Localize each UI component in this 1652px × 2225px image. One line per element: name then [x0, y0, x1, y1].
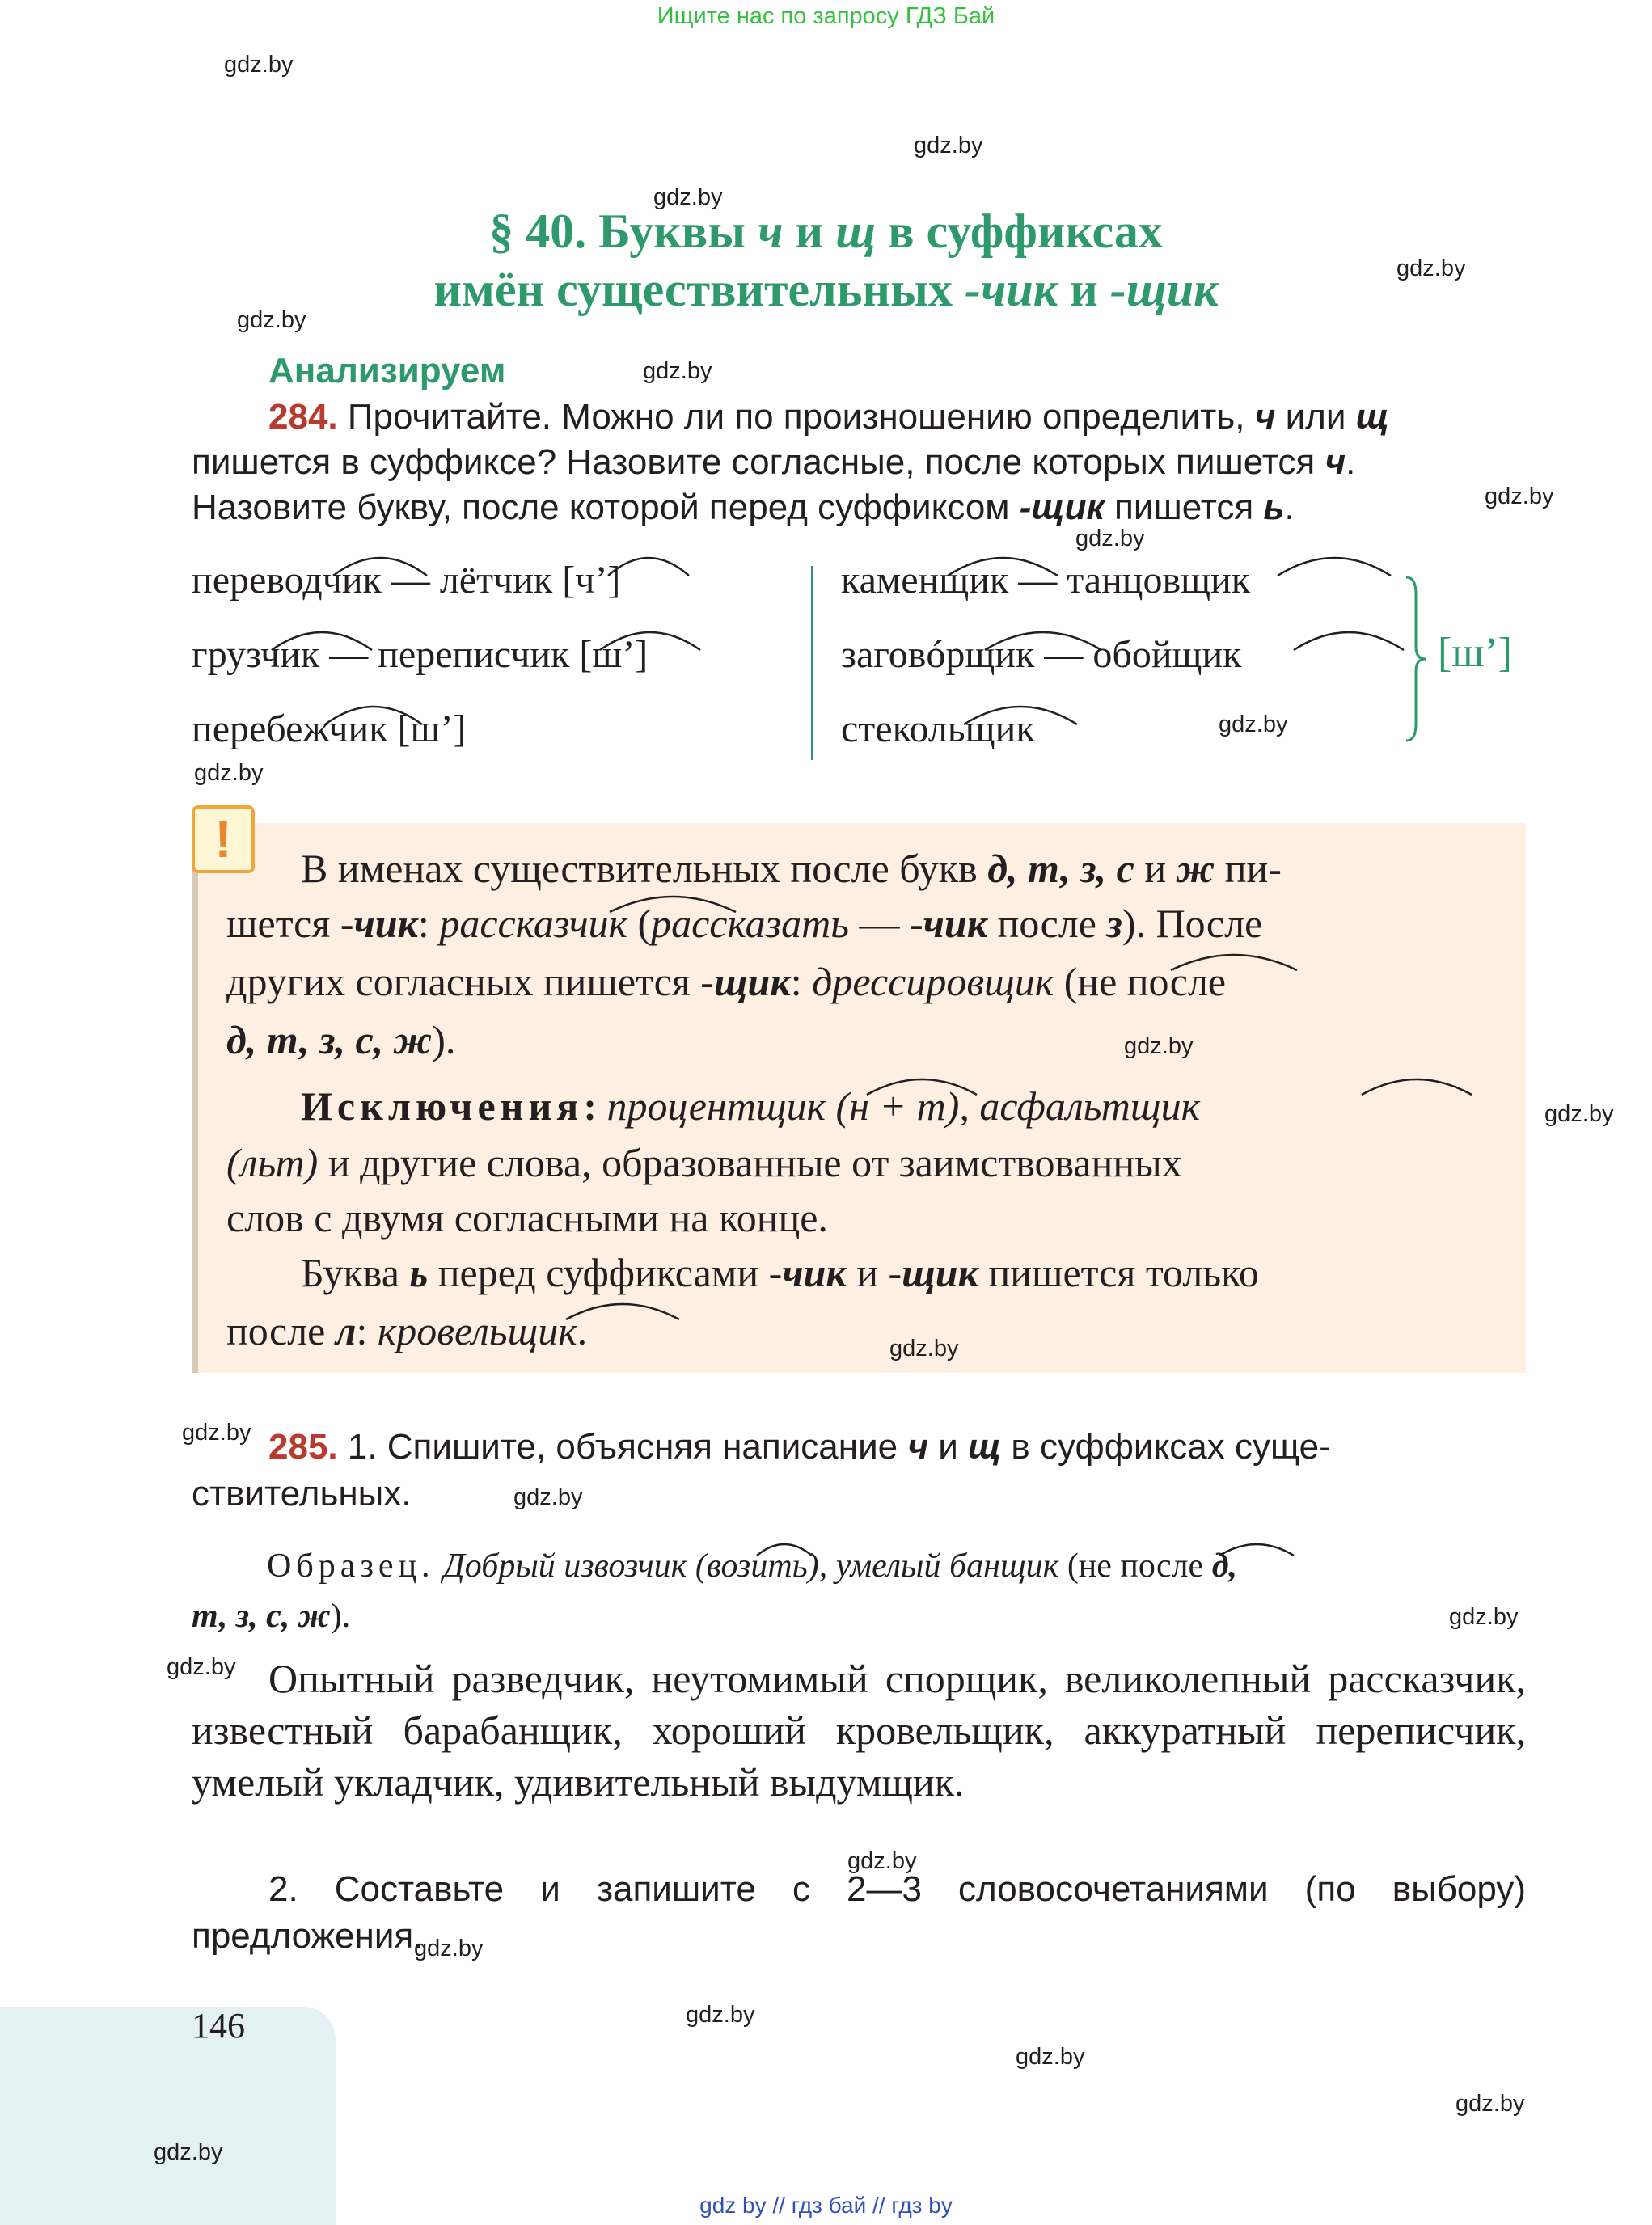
example-left-3: перебежчик [ш’] [192, 707, 467, 750]
watermark: gdz.by [224, 52, 294, 78]
exercise-284-line1: 284. Прочитайте. Можно ли по произношению определить, ч или щ [268, 397, 1389, 437]
watermark: gdz.by [1016, 2044, 1085, 2070]
top-banner: Ищите нас по запросу ГДЗ Бай [657, 3, 995, 29]
sample-line1: Образец. Добрый извозчик (возить), умелый банщик (не после д, [267, 1547, 1238, 1585]
watermark: gdz.by [1124, 1033, 1194, 1059]
footer-links: gdz by // гдз бай // гдз by [699, 2193, 953, 2218]
watermark: gdz.by [1544, 1101, 1614, 1127]
paragraph-title-line1: § 40. Буквы ч и щ в суффиксах [489, 205, 1163, 258]
rule-line-2: шется -чик: рассказчик (рассказать — -чик после з). После [226, 901, 1263, 946]
watermark: gdz.by [1449, 1604, 1519, 1630]
watermark: gdz.by [1075, 526, 1145, 551]
exercise-285-line2: ствительных. [192, 1474, 412, 1514]
watermark: gdz.by [653, 184, 723, 210]
exercise-284-line2: пишется в суффиксе? Назовите согласные, после которых пишется ч. [192, 442, 1356, 482]
curly-brace-icon [1403, 574, 1427, 744]
watermark: gdz.by [643, 358, 712, 384]
watermark: gdz.by [154, 2139, 223, 2165]
column-divider [811, 566, 813, 760]
rule-line-9: после л: кровельщик. [226, 1308, 588, 1353]
watermark: gdz.by [1485, 483, 1554, 509]
watermark: gdz.by [1219, 711, 1288, 737]
example-left-2: грузчик — переписчик [ш’] [192, 633, 649, 676]
example-right-3: стекольщик [841, 707, 1035, 750]
sound-transcription: [ш’] [1438, 630, 1512, 676]
watermark: gdz.by [914, 133, 983, 158]
exclamation-icon: ! [192, 805, 255, 873]
watermark: gdz.by [513, 1484, 583, 1510]
rule-line-1: В именах существительных после букв д, т, з, с и ж пи- [301, 846, 1282, 891]
example-right-2: заговóрщик — обойщик [841, 633, 1242, 676]
watermark: gdz.by [194, 760, 264, 786]
exercise-285-line1: 285. 1. Спишите, объясняя написание ч и щ в суффиксах суще- [268, 1427, 1331, 1467]
sample-line2: т, з, с, ж). [192, 1598, 351, 1635]
paragraph-title-line2: имён существительных -чик и -щик [433, 263, 1219, 316]
watermark: gdz.by [237, 307, 306, 333]
rule-line-4: д, т, з, с, ж). [226, 1017, 456, 1062]
watermark: gdz.by [167, 1654, 236, 1680]
rule-line-3: других согласных пишется -щик: дрессировщик (не после [226, 959, 1227, 1004]
rule-line-8: Буква ь перед суффиксами -чик и -щик пишется только [301, 1250, 1259, 1295]
watermark: gdz.by [686, 2002, 755, 2028]
rule-line-5: Исключения: процентщик (н + т), асфальтщик [301, 1083, 1200, 1129]
watermark: gdz.by [889, 1336, 959, 1362]
watermark: gdz.by [182, 1420, 251, 1446]
watermark: gdz.by [1396, 255, 1466, 281]
rule-line-6: (льт) и другие слова, образованные от заимствованных [226, 1140, 1182, 1185]
example-right-1: каменщик — танцовщик [841, 559, 1251, 602]
watermark: gdz.by [847, 1848, 917, 1874]
watermark: gdz.by [414, 1936, 484, 1961]
section-heading: Анализируем [268, 351, 506, 391]
exercise-285-task2: 2. Составьте и запишите с 2—3 словосочетаниями (по выбору) предложения. [192, 1869, 1526, 1956]
rule-line-7: слов с двумя согласными на конце. [226, 1195, 828, 1240]
exercise-284-line3: Назовите букву, после которой перед суффиксом -щик пишется ь. [192, 488, 1295, 527]
example-left-1: переводчик — лётчик [ч’] [192, 559, 621, 602]
exercise-285-text: Опытный разведчик, неутомимый спорщик, великолепный рассказчик, известный барабанщик, хороший кровельщик, аккуратный переписчик, умелый укладчик, удивительный выдумщик. [192, 1656, 1526, 1805]
watermark: gdz.by [1456, 2091, 1525, 2117]
page-number: 146 [192, 2006, 245, 2046]
